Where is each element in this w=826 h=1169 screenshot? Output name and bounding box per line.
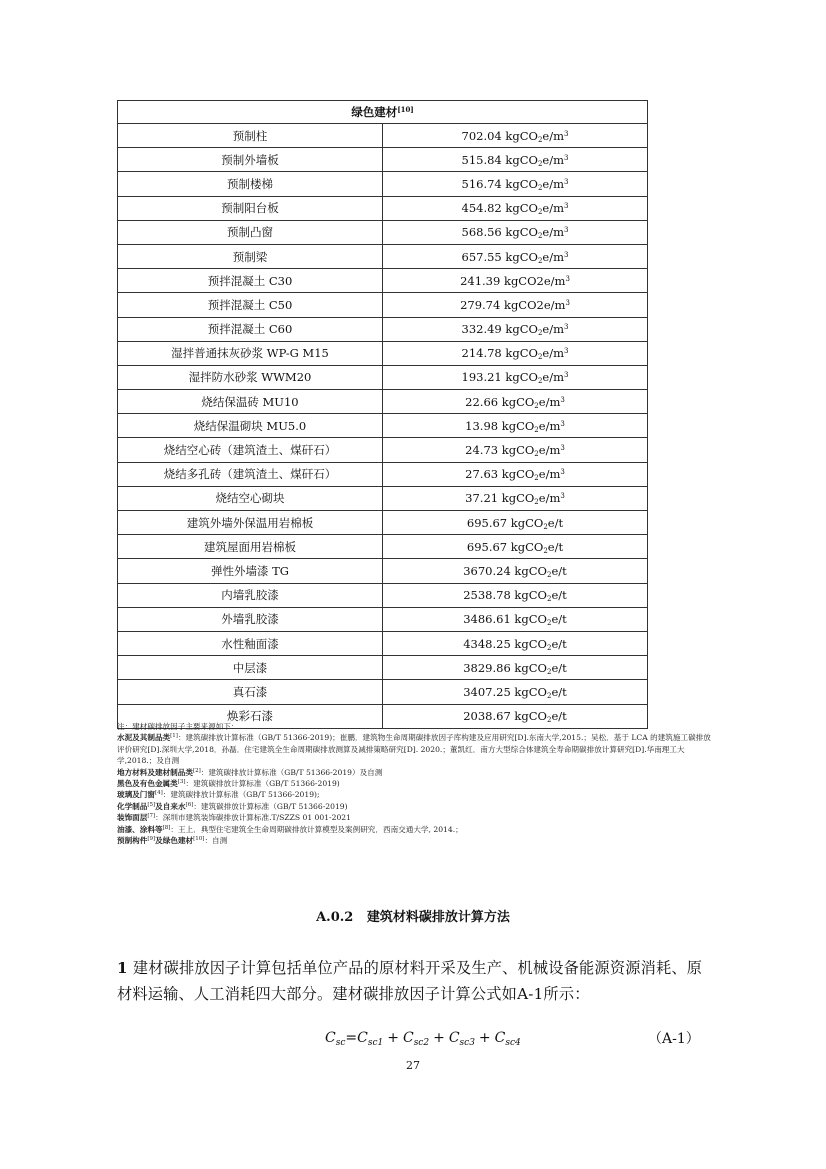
factor-superscript: 3 [565, 274, 570, 283]
note-item [117, 801, 717, 812]
material-name: 预制凸窗 [118, 220, 383, 244]
material-name: 中层漆 [118, 656, 383, 680]
factor-superscript: 3 [560, 395, 565, 404]
factor-value: 3486.61 kgCO [463, 612, 547, 627]
note-item [117, 778, 717, 789]
note-item [117, 767, 717, 778]
table-row [118, 124, 648, 148]
material-name: 预制楼梯 [118, 172, 383, 196]
emission-factor [383, 535, 648, 559]
factor-subscript: 2 [537, 232, 543, 241]
factor-value: 515.84 kgCO [461, 152, 538, 167]
factor-subscript: 2 [537, 329, 543, 338]
factor-value: 454.82 kgCO [461, 201, 538, 216]
table-row [118, 462, 648, 486]
factor-subscript: 2 [547, 643, 552, 652]
factor-subscript: 2 [547, 691, 552, 700]
factor-subscript: 2 [543, 546, 548, 555]
factor-unit: e/m [542, 201, 565, 216]
material-name: 弹性外墙漆 TG [118, 559, 383, 583]
emission-factor [383, 656, 648, 680]
formula-term-sub: sc1 [367, 1038, 384, 1048]
emission-factor [383, 680, 648, 704]
factor-value: 702.04 kgCO [461, 128, 538, 143]
note-text: ：自测 [204, 836, 228, 846]
factor-unit: e/m [538, 418, 561, 433]
factor-subscript: 2 [537, 135, 543, 144]
note-ref: [2] [192, 767, 201, 774]
factor-subscript: 2 [537, 353, 543, 362]
formula-term-symbol: C [357, 1030, 368, 1046]
notes-list [117, 732, 717, 846]
factor-unit: e/m [542, 128, 565, 143]
factor-superscript: 3 [560, 419, 565, 428]
table-row [118, 148, 648, 172]
factor-value: 657.55 kgCO [461, 249, 538, 264]
table-row [118, 583, 648, 607]
material-name: 预制梁 [118, 244, 383, 268]
material-name: 湿拌普通抹灰砂浆 WP-G M15 [118, 341, 383, 365]
factor-unit: e/m [542, 370, 565, 385]
note-category: 水泥及其制品类 [117, 733, 171, 743]
emission-factor [383, 583, 648, 607]
table-row [118, 196, 648, 220]
factor-unit: e/m [542, 152, 565, 167]
table-notes [117, 721, 717, 846]
factor-subscript: 2 [547, 667, 552, 676]
factor-unit: e/t [551, 709, 567, 724]
factor-superscript: 3 [565, 298, 570, 307]
emission-factor [383, 365, 648, 389]
note-item [117, 824, 717, 835]
table-row [118, 317, 648, 341]
table-row [118, 244, 648, 268]
material-name: 外墙乳胶漆 [118, 607, 383, 631]
formula-term-sub: sc2 [413, 1038, 430, 1048]
emission-factor [383, 244, 648, 268]
notes-intro: 注：建材碳排放因子主要来源如下： [117, 722, 239, 731]
factor-value: 214.78 kgCO [461, 346, 538, 361]
note-text: ：建筑碳排放计算标准（GB/T 51366-2019)；崔鹏．建筑物生命周期碳排放因子库构建及应用研究[D].东南大学,2015.；吴松．基于 LCA 的建筑施工碳排放评价研究[D].深圳大学,2018．孙磊．住宅建筑全生命周期碳排放测算及减排策略研究[D]. 2020.；董凯红．南方大型综合体建筑全寿命期碳排放计算研究[D].华南理工大学,2018.；及自测 [117, 733, 711, 766]
note-ref: [3] [177, 779, 186, 786]
formula-term-symbol: C [448, 1030, 460, 1046]
factor-value: 695.67 kgCO [466, 515, 544, 530]
table-header [118, 101, 648, 124]
note-category: 地方材料及建材制品类 [117, 767, 193, 777]
emission-factor [383, 269, 648, 293]
material-name: 预制外墙板 [118, 148, 383, 172]
table-row [118, 365, 648, 389]
factor-superscript: 3 [564, 371, 569, 380]
table-row [118, 269, 648, 293]
formula-number: （A-1） [648, 1031, 700, 1047]
note-ref: [6] [185, 801, 194, 808]
note-ref: [1] [170, 733, 178, 740]
factor-value: 13.98 kgCO [465, 418, 535, 433]
factor-superscript: 3 [564, 226, 569, 235]
table-header-row [118, 101, 648, 124]
note-text: ：王上．典型住宅建筑全生命周期碳排放计算模型及案例研究．西南交通大学, 2014.； [170, 824, 463, 834]
factor-unit: e/t [547, 539, 564, 554]
emission-factor [383, 559, 648, 583]
table-row [118, 220, 648, 244]
factor-subscript: 2 [537, 256, 543, 265]
factor-value: 22.66 kgCO [465, 394, 535, 409]
note-ref: [4] [154, 790, 163, 797]
note-ref: [5] [147, 801, 156, 808]
factor-superscript: 3 [564, 129, 569, 138]
factor-unit: e/m [542, 225, 565, 240]
table-row [118, 656, 648, 680]
emission-factor [383, 390, 648, 414]
table-row [118, 390, 648, 414]
factor-subscript: 2 [547, 619, 552, 628]
note-text: ：深圳市建筑装饰碳排放计算标准.T/SZZS 01 001-2021 [155, 813, 351, 823]
factor-subscript: 2 [543, 522, 548, 531]
formula-term-sub: sc3 [459, 1038, 475, 1048]
factor-value: 241.39 kgCO2e/m [460, 273, 566, 288]
note-category: 及自来水 [155, 801, 186, 811]
body-paragraph [117, 955, 717, 1007]
factor-superscript: 3 [564, 202, 569, 211]
factor-value: 2538.78 kgCO [463, 588, 547, 603]
factor-subscript: 2 [534, 450, 539, 459]
factor-value: 568.56 kgCO [461, 225, 538, 240]
factor-value: 4348.25 kgCO [463, 636, 547, 651]
material-name: 预制阳台板 [118, 196, 383, 220]
emission-factor [383, 148, 648, 172]
material-name: 预拌混凝土 C30 [118, 269, 383, 293]
table-row [118, 680, 648, 704]
factor-subscript: 2 [537, 377, 543, 386]
note-category: 化学制品 [117, 801, 148, 811]
factor-value: 193.21 kgCO [461, 370, 538, 385]
formula-term-symbol: C [402, 1030, 414, 1046]
table-row [118, 631, 648, 655]
factor-subscript: 2 [547, 595, 552, 604]
table-row [118, 414, 648, 438]
factor-subscript: 2 [534, 474, 539, 483]
factor-unit: e/t [547, 515, 564, 530]
section-number: A.0.2 [316, 910, 354, 925]
factor-unit: e/t [551, 636, 567, 651]
formula-plus: + [387, 1030, 399, 1046]
section-heading [0, 906, 826, 925]
material-name: 预拌混凝土 C50 [118, 293, 383, 317]
factor-value: 279.74 kgCO2e/m [460, 297, 566, 312]
material-name: 焕彩石漆 [118, 704, 383, 728]
material-name: 建筑外墙外保温用岩棉板 [118, 511, 383, 535]
factor-superscript: 3 [564, 250, 569, 259]
note-category: 油漆、涂料等 [117, 824, 163, 834]
factor-superscript: 3 [564, 177, 569, 186]
material-name: 建筑屋面用岩棉板 [118, 535, 383, 559]
formula-lhs: C [325, 1030, 336, 1046]
note-ref: [8] [162, 824, 171, 831]
emission-factor [383, 607, 648, 631]
factor-unit: e/t [551, 563, 567, 578]
factor-unit: e/m [542, 249, 565, 264]
note-item [117, 835, 717, 846]
factor-unit: e/m [542, 322, 565, 337]
factor-value: 27.63 kgCO [465, 467, 535, 482]
material-name: 预拌混凝土 C60 [118, 317, 383, 341]
material-name: 真石漆 [118, 680, 383, 704]
formula-equals: = [345, 1030, 358, 1046]
factor-value: 516.74 kgCO [461, 176, 538, 191]
emission-factor [383, 220, 648, 244]
emission-factor [383, 293, 648, 317]
note-ref: [7] [147, 813, 156, 820]
emission-factor [383, 317, 648, 341]
note-item [117, 812, 717, 823]
table-row [118, 607, 648, 631]
note-category: 黑色及有色金属类 [117, 779, 178, 789]
table-row [118, 438, 648, 462]
note-category: 预制构件 [117, 836, 148, 846]
emission-factor [383, 438, 648, 462]
emission-factor [383, 124, 648, 148]
paragraph-number: 1 [117, 959, 128, 977]
factor-unit: e/t [551, 588, 567, 603]
emission-factor [383, 631, 648, 655]
factor-value: 24.73 kgCO [465, 443, 535, 458]
table-row [118, 486, 648, 510]
formula-term-symbol: C [494, 1030, 506, 1046]
factor-unit: e/m [542, 176, 565, 191]
factor-subscript: 2 [534, 498, 539, 507]
factor-unit: e/m [538, 467, 561, 482]
material-name: 烧结空心砖（建筑渣土、煤矸石） [118, 438, 383, 462]
section-title: 建筑材料碳排放计算方法 [366, 910, 510, 925]
factor-value: 3407.25 kgCO [463, 684, 547, 699]
factor-value: 695.67 kgCO [466, 539, 544, 554]
carbon-factor-table [117, 100, 648, 729]
emission-factor [383, 172, 648, 196]
factor-subscript: 2 [534, 425, 539, 434]
table-row [118, 172, 648, 196]
emission-factor [383, 462, 648, 486]
note-category: 及绿色建材 [155, 836, 194, 846]
material-name: 预制柱 [118, 124, 383, 148]
factor-value: 37.21 kgCO [465, 491, 535, 506]
table-row [118, 535, 648, 559]
material-table-container [117, 100, 647, 729]
factor-subscript: 2 [537, 183, 543, 192]
factor-unit: e/t [551, 684, 567, 699]
factor-subscript: 2 [547, 570, 552, 579]
emission-factor [383, 486, 648, 510]
factor-value: 3829.86 kgCO [463, 660, 547, 675]
note-text: ：建筑碳排放计算标准（GB/T 51366-2019) [193, 801, 348, 811]
factor-value: 3670.24 kgCO [463, 563, 547, 578]
emission-factor [383, 341, 648, 365]
page-number: 27 [406, 1059, 420, 1072]
factor-unit: e/m [538, 394, 561, 409]
factor-superscript: 3 [564, 347, 569, 356]
note-ref: [9] [147, 836, 156, 843]
factor-unit: e/t [551, 660, 567, 675]
material-name: 烧结保温砖 MU10 [118, 390, 383, 414]
factor-superscript: 3 [564, 153, 569, 162]
note-text: ：建筑碳排放计算标准（GB/T 51366-2019）及自测 [200, 767, 383, 777]
table-body [118, 124, 648, 729]
factor-unit: e/m [538, 491, 561, 506]
emission-factor [383, 511, 648, 535]
factor-superscript: 3 [564, 323, 569, 332]
factor-value: 2038.67 kgCO [463, 709, 547, 724]
table-row [118, 511, 648, 535]
factor-subscript: 2 [534, 401, 539, 410]
note-category: 装饰面层 [117, 813, 148, 823]
factor-unit: e/t [551, 612, 567, 627]
material-name: 烧结保温砌块 MU5.0 [118, 414, 383, 438]
material-name: 烧结多孔砖（建筑渣土、煤矸石） [118, 462, 383, 486]
factor-subscript: 2 [537, 208, 543, 217]
table-row [118, 559, 648, 583]
note-ref: [10] [193, 836, 205, 843]
note-item [117, 732, 717, 766]
paragraph-text: 建材碳排放因子计算包括单位产品的原材料开采及生产、机械设备能源资源消耗、原材料运输、人工消耗四大部分。建材碳排放因子计算公式如A-1所示： [117, 959, 703, 1003]
emission-factor [383, 414, 648, 438]
material-name: 烧结空心砌块 [118, 486, 383, 510]
table-header-label: 绿色建材 [351, 105, 398, 119]
formula-lhs-sub: sc [335, 1038, 346, 1048]
material-name: 湿拌防水砂浆 WWM20 [118, 365, 383, 389]
formula-terms [357, 1030, 521, 1046]
factor-subscript: 2 [537, 159, 543, 168]
factor-superscript: 3 [560, 444, 565, 453]
note-item [117, 789, 717, 800]
factor-unit: e/m [538, 443, 561, 458]
table-header-ref: [10] [397, 105, 414, 114]
factor-superscript: 3 [560, 468, 565, 477]
note-text: ：建筑碳排放计算标准（GB/T 51366-2019) [185, 779, 340, 789]
formula-a1 [325, 1030, 521, 1046]
note-text: ：建筑碳排放计算标准（GB/T 51366-2019); [162, 790, 320, 800]
emission-factor [383, 196, 648, 220]
table-row [118, 341, 648, 365]
factor-superscript: 3 [560, 492, 565, 501]
table-row [118, 293, 648, 317]
formula-plus: + [478, 1030, 491, 1046]
factor-subscript: 2 [547, 716, 552, 725]
formula-plus: + [433, 1030, 445, 1046]
factor-value: 332.49 kgCO [461, 322, 538, 337]
formula-term-sub: sc4 [505, 1038, 521, 1048]
factor-unit: e/m [542, 346, 565, 361]
material-name: 内墙乳胶漆 [118, 583, 383, 607]
note-category: 玻璃及门窗 [117, 790, 155, 800]
material-name: 水性釉面漆 [118, 631, 383, 655]
